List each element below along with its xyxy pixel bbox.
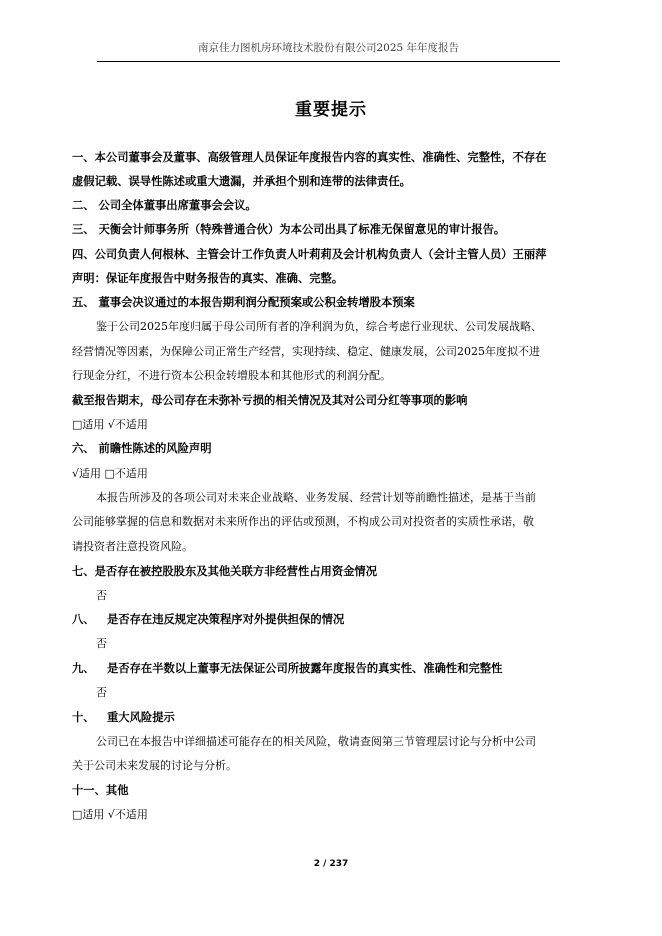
page-number: 2 / 237 bbox=[313, 859, 349, 869]
deficit-heading: 截至报告期末，母公司存在未弥补亏损的相关情况及其对公司分红等事项的影响 bbox=[72, 394, 468, 407]
item-6-applicability: √适用 □不适用 bbox=[72, 467, 148, 480]
item-8-answer: 否 bbox=[96, 637, 107, 650]
item-5-para-line-3: 行现金分红，不进行资本公积金转增股本和其他形式的利润分配。 bbox=[72, 369, 391, 382]
deficit-applicability: □适用 √不适用 bbox=[72, 418, 148, 431]
item-8-text: 是否存在违反规定决策程序对外提供担保的情况 bbox=[107, 613, 345, 626]
item-3: 三、 天衡会计师事务所（特殊普通合伙）为本公司出具了标准无保留意见的审计报告。 bbox=[72, 223, 506, 236]
item-6-para-line-2: 公司能够掌握的信息和数据对未来所作出的评估或预测，不构成公司对投资者的实质性承诺，敬 bbox=[72, 515, 534, 528]
header-divider bbox=[97, 61, 560, 62]
item-1-line-2: 虚假记载、误导性陈述或重大遗漏，并承担个别和连带的法律责任。 bbox=[72, 175, 411, 188]
item-8-number: 八、 bbox=[72, 613, 95, 626]
item-9-text: 是否存在半数以上董事无法保证公司所披露年度报告的真实性、准确性和完整性 bbox=[107, 662, 503, 675]
item-8-heading bbox=[72, 608, 562, 632]
item-10-para-line-2: 关于公司未来发展的讨论与分析。 bbox=[72, 759, 237, 772]
item-4-line-2: 声明：保证年度报告中财务报告的真实、准确、完整。 bbox=[72, 272, 344, 285]
item-10-heading bbox=[72, 706, 562, 730]
item-5-para-line-2: 经营情况等因素，为保障公司正常生产经营，实现持续、稳定、健康发展，公司2025年度拟不进 bbox=[72, 345, 540, 358]
item-1-line-1: 一、本公司董事会及董事、高级管理人员保证年度报告内容的真实性、准确性、完整性，不存在 bbox=[72, 151, 547, 164]
item-10-number: 十、 bbox=[72, 711, 95, 724]
item-11-applicability: □适用 √不适用 bbox=[72, 808, 148, 821]
item-7-answer: 否 bbox=[96, 589, 107, 602]
item-5-para-line-1: 鉴于公司2025年度归属于母公司所有者的净利润为负，综合考虑行业现状、公司发展战略、 bbox=[96, 320, 542, 333]
item-10-text: 重大风险提示 bbox=[107, 711, 175, 724]
item-6-para-line-1: 本报告所涉及的各项公司对未来企业战略、业务发展、经营计划等前瞻性描述，是基于当前 bbox=[96, 491, 536, 504]
item-11-heading: 十一、其他 bbox=[72, 784, 129, 797]
item-6-para-line-3: 请投资者注意投资风险。 bbox=[72, 540, 193, 553]
item-10-para-line-1: 公司已在本报告中详细描述可能存在的相关风险，敬请查阅第三节管理层讨论与分析中公司 bbox=[96, 735, 536, 748]
item-6-heading: 六、 前瞻性陈述的风险声明 bbox=[72, 442, 212, 455]
page-title: 重要提示 bbox=[295, 100, 367, 120]
item-9-answer: 否 bbox=[96, 686, 107, 699]
item-2: 二、 公司全体董事出席董事会会议。 bbox=[72, 199, 257, 212]
item-7-heading: 七、是否存在被控股股东及其他关联方非经营性占用资金情况 bbox=[72, 565, 378, 578]
running-header: 南京佳力图机房环境技术股份有限公司2025 年年度报告 bbox=[197, 42, 460, 54]
item-5-heading: 五、 董事会决议通过的本报告期利润分配预案或公积金转增股本预案 bbox=[72, 296, 415, 309]
item-9-heading bbox=[72, 657, 562, 681]
item-4-line-1: 四、公司负责人何根林、主管会计工作负责人叶莉莉及会计机构负责人（会计主管人员）王丽萍 bbox=[72, 248, 547, 261]
item-9-number: 九、 bbox=[72, 662, 95, 675]
